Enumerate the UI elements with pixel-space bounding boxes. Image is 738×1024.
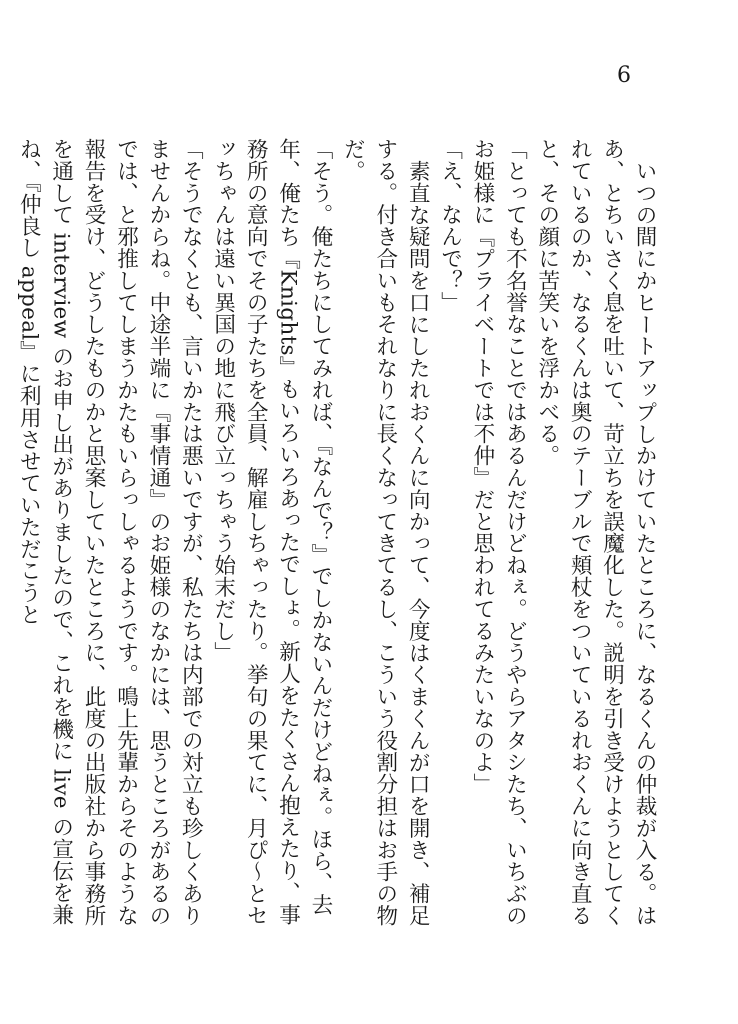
paragraph-4: 素直な疑問を口にしたれおくんに向かって、今度はくまくんが口を開き、補足する。付き合いもそれなりに長くなってきてるし、こういう役割分担はお手の物だ。 xyxy=(340,138,431,927)
paragraph-5: 「そう。俺たちにしてみれば、『なんで？』でしかないんだけどねぇ。ほら、去年、俺たち『Knights』もいろいろあったでしょ。新人をたくさん抱えたり、事務所の意向でその子たちを全員、解雇しちゃったり。挙句の果てに、月ぴ〜とセッちゃんは遠い異国の地に飛び立っちゃう始末だし」 xyxy=(210,138,333,927)
novel-body-text xyxy=(12,138,660,938)
paragraph-1: いつの間にかヒートアップしかけていたところに、なるくんの仲裁が入る。はあ、とちいさく息を吐いて、苛立ちを誤魔化した。説明を引き受けようとしてくれているのか、なるくんは奥のテーブルで頬杖をついているれおくんに向き直ると、その顔に苦笑いを浮かべる。 xyxy=(534,138,657,927)
page-number: 6 xyxy=(617,63,631,88)
paragraph-2: 「とっても不名誉なことではあるんだけどねぇ。どうやらアタシたち、いちぶのお姫様に『プライベートでは不仲』だと思われてるみたいなのよ」 xyxy=(469,138,528,927)
paragraph-6: 「そうでなくとも、言いかたは悪いですが、私たちは内部での対立も珍しくありませんからね。中途半端に『事情通』のお姫様のなかには、思うところがあるのでは、と邪推してしまうかたもいらっしゃるようです。鳴上先輩からそのような報告を受け、どうしたものかと思案していたところに、此度の出版社から事務所を通して interview のお申し出がありましたので、これを機に live の宣伝を兼ね、『仲良し appeal』に利用させていただこうと xyxy=(16,138,204,927)
paragraph-3: 「え、なんで？」 xyxy=(437,138,463,314)
